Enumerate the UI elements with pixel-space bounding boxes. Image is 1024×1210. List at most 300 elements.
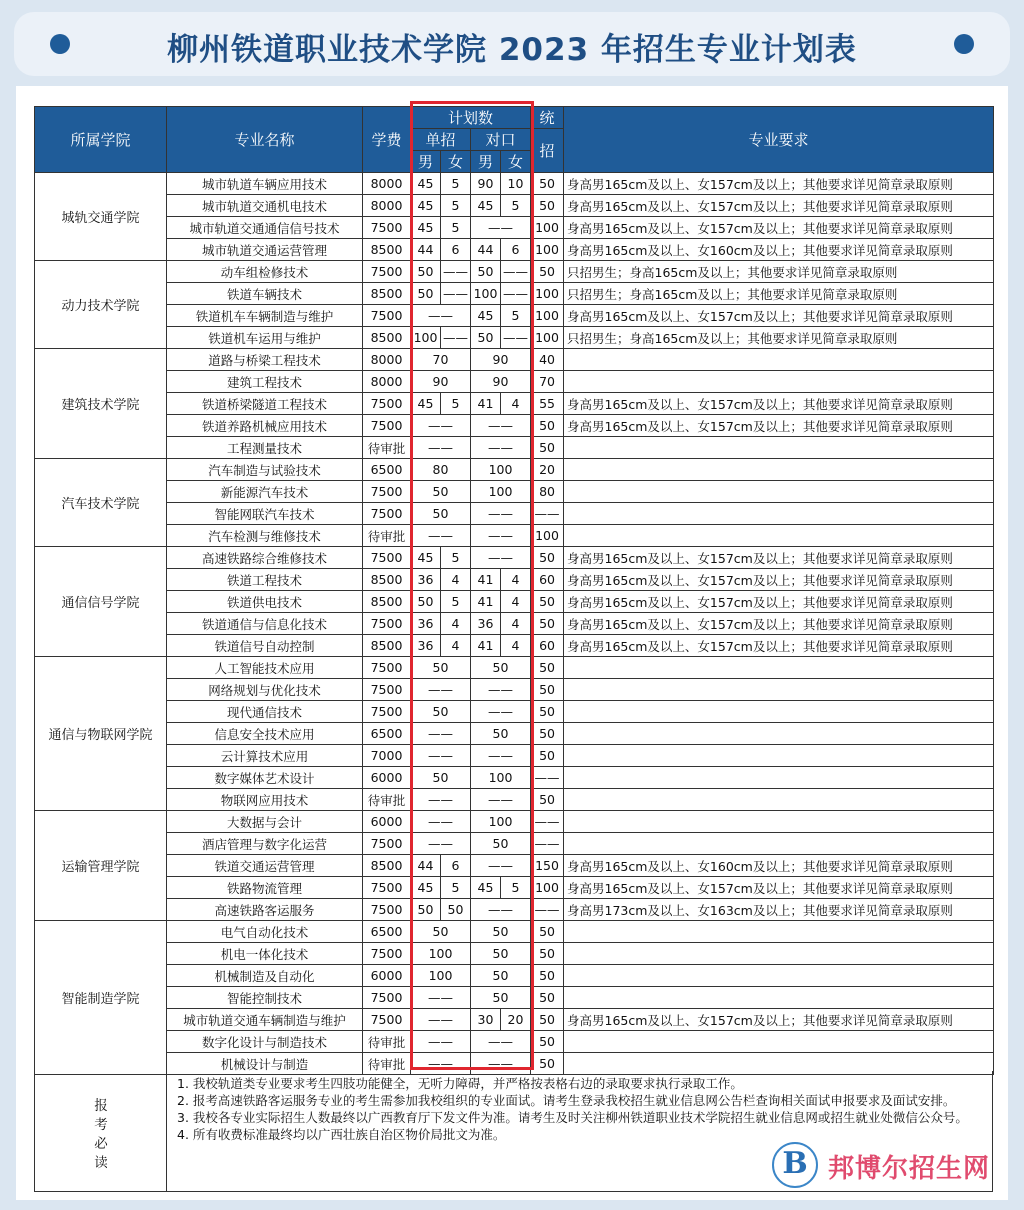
tuition-fee: 7500 (363, 1009, 411, 1031)
tongzhao-plan: 100 (531, 525, 564, 547)
single-male: 100 (411, 327, 441, 349)
major-name: 现代通信技术 (167, 701, 363, 723)
tuition-fee: 8500 (363, 569, 411, 591)
college-name: 建筑技术学院 (35, 349, 167, 459)
duikou-male: 50 (471, 327, 501, 349)
tongzhao-plan: 50 (531, 745, 564, 767)
table-row (35, 437, 994, 459)
tuition-fee: 7500 (363, 987, 411, 1009)
single-plan: 50 (411, 701, 471, 723)
tongzhao-plan: 100 (531, 327, 564, 349)
duikou-plan: 50 (471, 921, 531, 943)
header-duikou-male: 男 (471, 151, 501, 173)
single-male: 36 (411, 569, 441, 591)
requirement: 身高男165cm及以上、女157cm及以上；其他要求详见简章录取原则 (564, 195, 994, 217)
major-name: 高速铁路综合维修技术 (167, 547, 363, 569)
major-name: 城市轨道交通机电技术 (167, 195, 363, 217)
plan-table (34, 106, 994, 1075)
tuition-fee: 7500 (363, 833, 411, 855)
single-female: 6 (441, 239, 471, 261)
table-row (35, 393, 994, 415)
tongzhao-plan: 50 (531, 195, 564, 217)
table-row (35, 591, 994, 613)
single-female: —— (441, 283, 471, 305)
table-row (35, 305, 994, 327)
major-name: 数字媒体艺术设计 (167, 767, 363, 789)
single-male: 45 (411, 877, 441, 899)
table-row (35, 371, 994, 393)
major-name: 铁道机车运用与维护 (167, 327, 363, 349)
duikou-female: 6 (501, 239, 531, 261)
duikou-plan: 100 (471, 481, 531, 503)
requirement (564, 833, 994, 855)
header-plan: 计划数 (411, 107, 531, 129)
requirement (564, 437, 994, 459)
table-row (35, 855, 994, 877)
banner-dot-right (954, 34, 974, 54)
major-name: 城市轨道交通通信信号技术 (167, 217, 363, 239)
tuition-fee: 6500 (363, 459, 411, 481)
single-plan: —— (411, 525, 471, 547)
table-body (35, 173, 994, 1075)
single-female: 5 (441, 173, 471, 195)
major-name: 铁道车辆技术 (167, 283, 363, 305)
tuition-fee: 7500 (363, 305, 411, 327)
tuition-fee: 6500 (363, 921, 411, 943)
duikou-plan: —— (471, 1053, 531, 1075)
tuition-fee: 8500 (363, 635, 411, 657)
tongzhao-plan: 50 (531, 437, 564, 459)
table-row (35, 283, 994, 305)
major-name: 新能源汽车技术 (167, 481, 363, 503)
tongzhao-plan: 50 (531, 547, 564, 569)
tongzhao-plan: 100 (531, 877, 564, 899)
single-male: 50 (411, 283, 441, 305)
single-plan: —— (411, 437, 471, 459)
duikou-plan: —— (471, 745, 531, 767)
tuition-fee: 7500 (363, 261, 411, 283)
single-female: 5 (441, 877, 471, 899)
duikou-plan: —— (471, 1031, 531, 1053)
tongzhao-plan: 70 (531, 371, 564, 393)
header-tongzhao-top: 统 (531, 107, 564, 129)
major-name: 机械设计与制造 (167, 1053, 363, 1075)
major-name: 网络规划与优化技术 (167, 679, 363, 701)
major-name: 汽车检测与维修技术 (167, 525, 363, 547)
table-row (35, 987, 994, 1009)
single-female: 5 (441, 591, 471, 613)
requirement: 身高男165cm及以上、女157cm及以上；其他要求详见简章录取原则 (564, 217, 994, 239)
duikou-male: 45 (471, 305, 501, 327)
requirement (564, 525, 994, 547)
single-female: 50 (441, 899, 471, 921)
college-name: 城轨交通学院 (35, 173, 167, 261)
duikou-plan: 50 (471, 987, 531, 1009)
requirement (564, 349, 994, 371)
duikou-plan: 50 (471, 965, 531, 987)
tongzhao-plan: 50 (531, 789, 564, 811)
single-plan: —— (411, 833, 471, 855)
table-row (35, 217, 994, 239)
tongzhao-plan: 20 (531, 459, 564, 481)
major-name: 酒店管理与数字化运营 (167, 833, 363, 855)
single-female: 5 (441, 547, 471, 569)
major-name: 道路与桥梁工程技术 (167, 349, 363, 371)
table-row (35, 1031, 994, 1053)
tuition-fee: 8500 (363, 855, 411, 877)
duikou-plan: —— (471, 503, 531, 525)
single-plan: 80 (411, 459, 471, 481)
tongzhao-plan: 50 (531, 965, 564, 987)
note-item: 2. 报考高速铁路客运服务专业的考生需参加我校组织的专业面试。请考生登录我校招生就业信息网公告栏查询相关面试申报要求及面试安排。 (177, 1093, 956, 1108)
major-name: 铁路物流管理 (167, 877, 363, 899)
requirement: 身高男165cm及以上、女157cm及以上；其他要求详见简章录取原则 (564, 393, 994, 415)
duikou-plan: 100 (471, 767, 531, 789)
duikou-plan: —— (471, 547, 531, 569)
table-row (35, 415, 994, 437)
duikou-plan: —— (471, 525, 531, 547)
tongzhao-plan: —— (531, 899, 564, 921)
requirement (564, 723, 994, 745)
requirement: 身高男165cm及以上、女157cm及以上；其他要求详见简章录取原则 (564, 305, 994, 327)
tuition-fee: 待审批 (363, 525, 411, 547)
college-name: 通信与物联网学院 (35, 657, 167, 811)
requirement: 身高男165cm及以上、女160cm及以上；其他要求详见简章录取原则 (564, 855, 994, 877)
table-row (35, 679, 994, 701)
duikou-male: 30 (471, 1009, 501, 1031)
major-name: 高速铁路客运服务 (167, 899, 363, 921)
single-male: 45 (411, 217, 441, 239)
tongzhao-plan: 50 (531, 1053, 564, 1075)
single-plan: —— (411, 811, 471, 833)
duikou-female: 4 (501, 635, 531, 657)
tongzhao-plan: 50 (531, 261, 564, 283)
tuition-fee: 7500 (363, 415, 411, 437)
duikou-plan: 100 (471, 811, 531, 833)
college-name: 动力技术学院 (35, 261, 167, 349)
duikou-plan: —— (471, 415, 531, 437)
single-male: 50 (411, 591, 441, 613)
major-name: 机械制造及自动化 (167, 965, 363, 987)
table-row (35, 657, 994, 679)
duikou-plan: —— (471, 789, 531, 811)
duikou-male: 41 (471, 569, 501, 591)
tuition-fee: 8000 (363, 195, 411, 217)
notes-list (177, 1075, 987, 1143)
tongzhao-plan: 50 (531, 657, 564, 679)
tuition-fee: 7500 (363, 701, 411, 723)
single-plan: —— (411, 1009, 471, 1031)
header-single-female: 女 (441, 151, 471, 173)
table-row (35, 701, 994, 723)
header-single: 单招 (411, 129, 471, 151)
tongzhao-plan: 50 (531, 943, 564, 965)
table-header (35, 107, 994, 173)
tongzhao-plan: —— (531, 767, 564, 789)
header-duikou: 对口 (471, 129, 531, 151)
requirement (564, 371, 994, 393)
requirement: 身高男173cm及以上、女163cm及以上；其他要求详见简章录取原则 (564, 899, 994, 921)
table-row (35, 195, 994, 217)
major-name: 物联网应用技术 (167, 789, 363, 811)
requirement (564, 657, 994, 679)
header-single-male: 男 (411, 151, 441, 173)
requirement: 只招男生；身高165cm及以上；其他要求详见简章录取原则 (564, 261, 994, 283)
major-name: 电气自动化技术 (167, 921, 363, 943)
single-plan: 50 (411, 921, 471, 943)
tuition-fee: 待审批 (363, 1031, 411, 1053)
duikou-plan: —— (471, 679, 531, 701)
tongzhao-plan: 60 (531, 569, 564, 591)
table-row (35, 767, 994, 789)
requirement: 身高男165cm及以上、女157cm及以上；其他要求详见简章录取原则 (564, 569, 994, 591)
note-item: 3. 我校各专业实际招生人数最终以广西教育厅下发文件为准。请考生及时关注柳州铁道职业技术学院招生就业信息网或招生就业处微信公众号。 (177, 1110, 968, 1125)
major-name: 智能控制技术 (167, 987, 363, 1009)
requirement: 身高男165cm及以上、女157cm及以上；其他要求详见简章录取原则 (564, 547, 994, 569)
major-name: 人工智能技术应用 (167, 657, 363, 679)
duikou-plan: —— (471, 701, 531, 723)
duikou-plan: —— (471, 217, 531, 239)
table-row (35, 613, 994, 635)
duikou-female: —— (501, 283, 531, 305)
duikou-male: 41 (471, 591, 501, 613)
major-name: 汽车制造与试验技术 (167, 459, 363, 481)
single-female: —— (441, 261, 471, 283)
tongzhao-plan: 50 (531, 613, 564, 635)
tongzhao-plan: 40 (531, 349, 564, 371)
single-plan: —— (411, 987, 471, 1009)
table-row (35, 899, 994, 921)
tuition-fee: 7500 (363, 217, 411, 239)
single-female: 6 (441, 855, 471, 877)
major-name: 建筑工程技术 (167, 371, 363, 393)
single-plan: 70 (411, 349, 471, 371)
single-male: 45 (411, 195, 441, 217)
major-name: 铁道桥梁隧道工程技术 (167, 393, 363, 415)
single-plan: 50 (411, 503, 471, 525)
table-row (35, 547, 994, 569)
duikou-plan: 50 (471, 657, 531, 679)
tuition-fee: 8500 (363, 283, 411, 305)
notes-label-cell (35, 1071, 167, 1191)
header-college: 所属学院 (35, 107, 167, 173)
requirement (564, 503, 994, 525)
duikou-female: 4 (501, 393, 531, 415)
major-name: 信息安全技术应用 (167, 723, 363, 745)
single-plan: —— (411, 415, 471, 437)
tongzhao-plan: 50 (531, 987, 564, 1009)
duikou-male: 41 (471, 635, 501, 657)
duikou-male: 90 (471, 173, 501, 195)
major-name: 动车组检修技术 (167, 261, 363, 283)
single-male: 36 (411, 635, 441, 657)
major-name: 数字化设计与制造技术 (167, 1031, 363, 1053)
college-name: 通信信号学院 (35, 547, 167, 657)
header-fee: 学费 (363, 107, 411, 173)
table-row (35, 745, 994, 767)
tongzhao-plan: 60 (531, 635, 564, 657)
table-row (35, 525, 994, 547)
table-row (35, 261, 994, 283)
tuition-fee: 8000 (363, 173, 411, 195)
watermark (772, 1140, 1008, 1192)
watermark-text: 邦博尔招生网 (828, 1154, 991, 1184)
table-row (35, 723, 994, 745)
single-plan: 50 (411, 767, 471, 789)
note-item: 4. 所有收费标准最终均以广西壮族自治区物价局批文为准。 (177, 1127, 506, 1142)
requirement (564, 679, 994, 701)
table-row (35, 481, 994, 503)
tuition-fee: 7500 (363, 679, 411, 701)
tuition-fee: 7500 (363, 657, 411, 679)
duikou-male: 36 (471, 613, 501, 635)
single-plan: —— (411, 1053, 471, 1075)
duikou-plan: 90 (471, 371, 531, 393)
tongzhao-plan: 50 (531, 1031, 564, 1053)
tongzhao-plan: 100 (531, 283, 564, 305)
note-item: 1. 我校轨道类专业要求考生四肢功能健全，无听力障碍，并严格按表格右边的录取要求执行录取工作。 (177, 1076, 743, 1091)
duikou-female: 4 (501, 569, 531, 591)
table-row (35, 833, 994, 855)
tuition-fee: 6500 (363, 723, 411, 745)
requirement (564, 459, 994, 481)
duikou-plan: 100 (471, 459, 531, 481)
single-male: 44 (411, 855, 441, 877)
table-row (35, 349, 994, 371)
college-name: 智能制造学院 (35, 921, 167, 1075)
major-name: 城市轨道交通车辆制造与维护 (167, 1009, 363, 1031)
requirement: 只招男生；身高165cm及以上；其他要求详见简章录取原则 (564, 327, 994, 349)
requirement: 身高男165cm及以上、女157cm及以上；其他要求详见简章录取原则 (564, 591, 994, 613)
tuition-fee: 8500 (363, 239, 411, 261)
requirement: 身高男165cm及以上、女157cm及以上；其他要求详见简章录取原则 (564, 613, 994, 635)
major-name: 智能网联汽车技术 (167, 503, 363, 525)
major-name: 云计算技术应用 (167, 745, 363, 767)
single-plan: —— (411, 745, 471, 767)
tuition-fee: 6000 (363, 811, 411, 833)
single-male: 45 (411, 393, 441, 415)
tuition-fee: 7500 (363, 877, 411, 899)
table-row (35, 1009, 994, 1031)
table-row (35, 327, 994, 349)
single-female: 4 (441, 613, 471, 635)
major-name: 城市轨道交通运营管理 (167, 239, 363, 261)
major-name: 工程测量技术 (167, 437, 363, 459)
single-plan: —— (411, 305, 471, 327)
tuition-fee: 待审批 (363, 789, 411, 811)
tongzhao-plan: 50 (531, 723, 564, 745)
duikou-female: —— (501, 261, 531, 283)
major-name: 铁道供电技术 (167, 591, 363, 613)
table-row (35, 811, 994, 833)
requirement: 身高男165cm及以上、女157cm及以上；其他要求详见简章录取原则 (564, 173, 994, 195)
duikou-female: 20 (501, 1009, 531, 1031)
single-plan: —— (411, 789, 471, 811)
table-row (35, 173, 994, 195)
duikou-plan: 50 (471, 723, 531, 745)
single-plan: 100 (411, 943, 471, 965)
header-requirements: 专业要求 (564, 107, 994, 173)
tongzhao-plan: 100 (531, 305, 564, 327)
single-female: 5 (441, 393, 471, 415)
tuition-fee: 8000 (363, 349, 411, 371)
requirement (564, 811, 994, 833)
duikou-plan: 90 (471, 349, 531, 371)
table-row (35, 789, 994, 811)
tuition-fee: 6000 (363, 965, 411, 987)
requirement: 身高男165cm及以上、女157cm及以上；其他要求详见简章录取原则 (564, 877, 994, 899)
single-plan: 50 (411, 481, 471, 503)
tuition-fee: 待审批 (363, 1053, 411, 1075)
major-name: 机电一体化技术 (167, 943, 363, 965)
duikou-female: —— (501, 327, 531, 349)
single-male: 45 (411, 547, 441, 569)
tuition-fee: 待审批 (363, 437, 411, 459)
duikou-female: 10 (501, 173, 531, 195)
tongzhao-plan: 100 (531, 217, 564, 239)
requirement (564, 1031, 994, 1053)
requirement: 身高男165cm及以上、女157cm及以上；其他要求详见简章录取原则 (564, 635, 994, 657)
single-plan: —— (411, 1031, 471, 1053)
tongzhao-plan: 100 (531, 239, 564, 261)
duikou-plan: —— (471, 437, 531, 459)
table-row (35, 459, 994, 481)
single-male: 50 (411, 261, 441, 283)
tuition-fee: 8000 (363, 371, 411, 393)
major-name: 铁道养路机械应用技术 (167, 415, 363, 437)
requirement: 身高男165cm及以上、女157cm及以上；其他要求详见简章录取原则 (564, 415, 994, 437)
tuition-fee: 7000 (363, 745, 411, 767)
watermark-logo-icon: B (772, 1142, 818, 1188)
table-row (35, 877, 994, 899)
table-row (35, 921, 994, 943)
tongzhao-plan: 50 (531, 921, 564, 943)
duikou-female: 5 (501, 877, 531, 899)
single-male: 44 (411, 239, 441, 261)
header-tongzhao-bottom: 招 (531, 129, 564, 173)
single-female: 4 (441, 569, 471, 591)
major-name: 大数据与会计 (167, 811, 363, 833)
single-female: 5 (441, 195, 471, 217)
major-name: 铁道通信与信息化技术 (167, 613, 363, 635)
duikou-male: 50 (471, 261, 501, 283)
single-plan: —— (411, 679, 471, 701)
requirement (564, 701, 994, 723)
single-plan: 90 (411, 371, 471, 393)
tongzhao-plan: —— (531, 503, 564, 525)
single-plan: —— (411, 723, 471, 745)
duikou-male: 100 (471, 283, 501, 305)
tongzhao-plan: 80 (531, 481, 564, 503)
duikou-female: 5 (501, 195, 531, 217)
tongzhao-plan: 50 (531, 415, 564, 437)
table-row (35, 503, 994, 525)
duikou-female: 5 (501, 305, 531, 327)
requirement: 身高男165cm及以上、女157cm及以上；其他要求详见简章录取原则 (564, 1009, 994, 1031)
major-name: 铁道信号自动控制 (167, 635, 363, 657)
requirement (564, 481, 994, 503)
table-row (35, 239, 994, 261)
tongzhao-plan: 55 (531, 393, 564, 415)
requirement (564, 767, 994, 789)
duikou-male: 45 (471, 877, 501, 899)
single-plan: 100 (411, 965, 471, 987)
tuition-fee: 7500 (363, 503, 411, 525)
duikou-plan: —— (471, 855, 531, 877)
tuition-fee: 7500 (363, 547, 411, 569)
single-male: 36 (411, 613, 441, 635)
tuition-fee: 7500 (363, 481, 411, 503)
